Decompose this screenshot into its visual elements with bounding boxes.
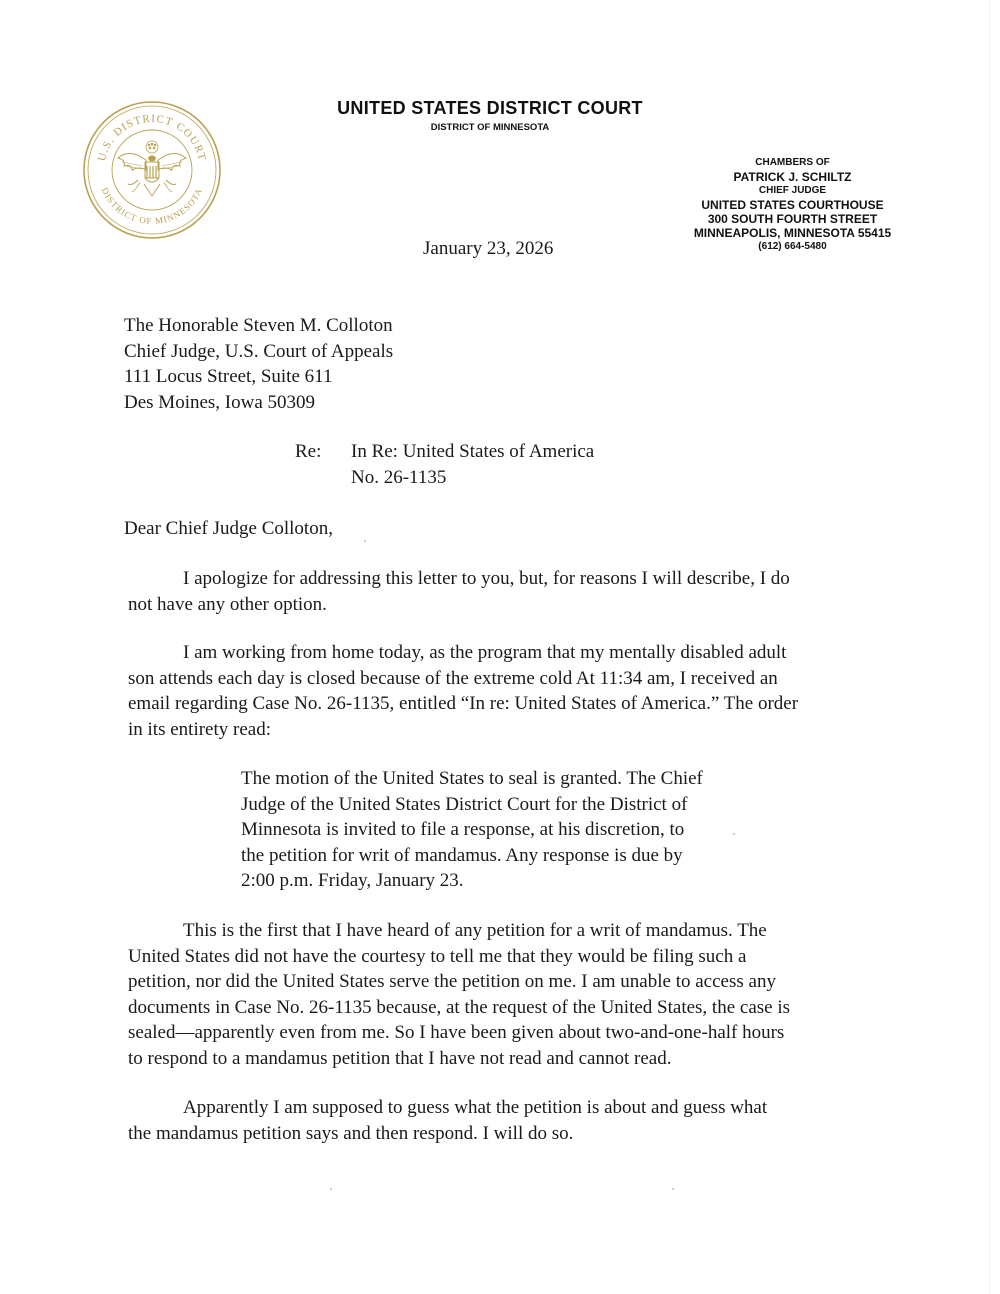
phone-number: (612) 664-5480 [758,241,827,252]
quote-line: Minnesota is invited to file a response, at his discretion, to [241,819,685,840]
re-line: No. 26-1135 [351,466,447,488]
seal-top-text: U.S. DISTRICT COURT [95,112,209,163]
paragraph-line: son attends each day is closed because of the extreme cold At 11:34 am, I received an [128,667,778,689]
salutation: Dear Chief Judge Colloton, [124,518,333,539]
scan-speck [364,540,366,542]
recipient-address [124,313,393,415]
city-state-zip: MINNEAPOLIS, MINNESOTA 55415 [693,226,892,240]
judge-name: PATRICK J. SCHILTZ [733,170,852,184]
scan-speck [672,1188,674,1190]
recipient-line: 111 Locus Street, Suite 611 [124,366,333,387]
paragraph-2 [128,640,798,742]
svg-text:DISTRICT OF MINNESOTA [100,186,205,226]
paragraph-line: I apologize for addressing this letter to you, but, for reasons I will describe, I do [183,568,790,589]
court-name: UNITED STATES DISTRICT COURT [337,98,643,118]
page-edge [989,0,990,1294]
paragraph-line: the mandamus petition says and then respond. I will do so. [128,1122,574,1144]
recipient-line: Chief Judge, U.S. Court of Appeals [124,340,394,362]
paragraph-line: to respond to a mandamus petition that I have not read and cannot read. [128,1047,672,1069]
paragraph-line: in its entirety read: [128,718,271,740]
paragraph-line: sealed—apparently even from me. So I have been given about two-and-one-half hours [128,1022,785,1043]
scan-speck [733,833,735,835]
re-label: Re: [295,441,322,462]
paragraph-line: United States did not have the courtesy to tell me that they would be filing such a [128,945,747,967]
re-subject [351,439,594,490]
court-district: DISTRICT OF MINNESOTA [430,122,550,133]
paragraph-4 [128,1095,767,1146]
paragraph-line: Apparently I am supposed to guess what the petition is about and guess what [183,1097,768,1118]
paragraph-line: I am working from home today, as the program that my mentally disabled adult [183,642,787,663]
quote-line: The motion of the United States to seal is granted. The Chief [241,768,703,789]
quote-line: 2:00 p.m. Friday, January 23. [241,870,464,891]
court-seal [82,100,222,240]
chambers-block [660,156,925,254]
order-quote [241,766,703,894]
recipient-line: Des Moines, Iowa 50309 [124,391,316,413]
quote-line: Judge of the United States District Court for the District of [241,793,688,815]
paragraph-line: email regarding Case No. 26-1135, entitled “In re: United States of America.” The order [128,693,799,714]
letter-date: January 23, 2026 [423,238,554,259]
recipient-line: The Honorable Steven M. Colloton [124,315,393,336]
paragraph-line: not have any other option. [128,593,327,615]
svg-text:U.S. DISTRICT COURT [96,113,208,163]
paragraph-line: This is the first that I have heard of any petition for a writ of mandamus. The [183,920,767,941]
quote-line: the petition for writ of mandamus. Any response is due by [241,844,683,866]
paragraph-3 [128,918,790,1071]
re-line: In Re: United States of America [351,441,595,462]
scan-speck [330,1188,332,1190]
seal-bottom-text: DISTRICT OF MINNESOTA [99,186,205,227]
street-address: 300 SOUTH FOURTH STREET [707,212,878,226]
paragraph-line: documents in Case No. 26-1135 because, at the request of the United States, the case is [128,996,791,1018]
courthouse-name: UNITED STATES COURTHOUSE [701,198,884,212]
paragraph-line: petition, nor did the United States serve the petition on me. I am unable to access any [128,971,776,992]
chambers-line: CHAMBERS OF [755,157,830,168]
paragraph-1 [128,566,790,617]
eagle-icon [118,141,186,196]
judge-title: CHIEF JUDGE [758,185,827,196]
